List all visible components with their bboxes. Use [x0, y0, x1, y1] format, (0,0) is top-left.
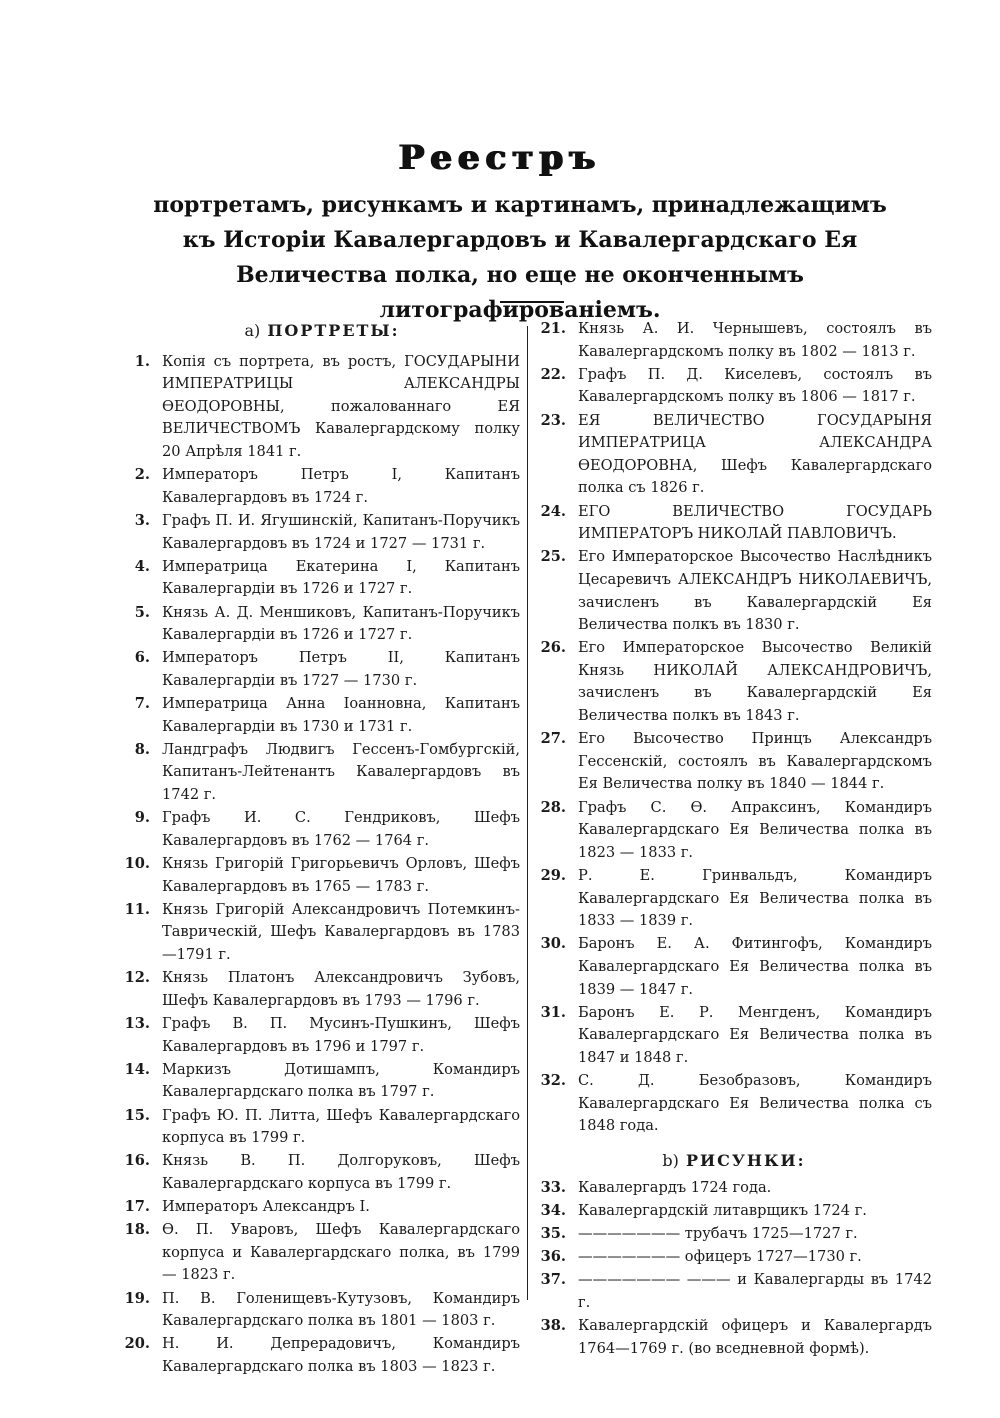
item-number: 37.: [540, 1271, 566, 1289]
list-item: [536, 865, 932, 933]
item-text: Графъ П. И. Ягушинскій, Капитанъ-Поручикъ Кавалергардовъ въ 1724 и 1727 — 1731 г.: [162, 511, 520, 552]
item-number: 4.: [134, 557, 150, 575]
item-text: Баронъ Е. А. Фитингофъ, Командиръ Кавалергардскаго Ея Величества полка въ 1839 — 1847 г.: [578, 935, 932, 998]
item-text: Кавалергардъ 1724 года.: [578, 1178, 772, 1196]
list-item: [536, 410, 932, 500]
item-number: 6.: [134, 649, 150, 667]
item-number: 14.: [124, 1060, 150, 1078]
list-item: [124, 807, 520, 852]
item-number: 29.: [540, 867, 566, 884]
list-item: [124, 693, 520, 738]
item-number: 18.: [124, 1221, 150, 1239]
item-text: Графъ И. С. Гендриковъ, Шефъ Кавалергардовъ въ 1762 — 1764 г.: [162, 809, 520, 849]
item-text: Кавалергардскій офицеръ и Кавалергардъ 1764—1769 г. (во вседневной формѣ).: [578, 1317, 932, 1357]
item-number: 35.: [540, 1224, 566, 1242]
item-number: 31.: [540, 1003, 566, 1021]
list-item: [536, 933, 932, 1001]
list-item: [124, 556, 520, 601]
list-item: [124, 899, 520, 967]
item-number: 34.: [540, 1201, 566, 1219]
list-item: [536, 1315, 932, 1360]
list-item: [124, 1288, 520, 1333]
item-text: Императоръ Александръ I.: [162, 1198, 370, 1216]
list-item: [124, 967, 520, 1012]
item-number: 38.: [540, 1317, 566, 1335]
item-number: 25.: [540, 548, 566, 566]
list-item: [124, 647, 520, 692]
item-text: Императрица Екатерина I, Капитанъ Кавалергардіи въ 1726 и 1727 г.: [162, 557, 520, 598]
item-number: 2.: [134, 466, 150, 484]
list-item: [536, 501, 932, 546]
page-subtitle: портретамъ, рисункамъ и картинамъ, принадлежащимъ къ Исторіи Кавалергардовъ и Кавалергардскаго Ея Величества полка, но еще не оконченнымъ литографированіемъ.: [153, 192, 887, 323]
item-text: Графъ Ю. П. Литта, Шефъ Кавалергардскаго корпуса въ 1799 г.: [162, 1106, 520, 1147]
item-text: ——————— офицеръ 1727—1730 г.: [578, 1248, 862, 1266]
list-item: [124, 853, 520, 898]
item-number: 9.: [134, 809, 150, 827]
item-text: Императоръ Петръ I, Капитанъ Кавалергардовъ въ 1724 г.: [162, 466, 520, 506]
section-label: ПОРТРЕТЫ:: [267, 321, 400, 340]
item-text: Ландграфъ Людвигъ Гессенъ-Гомбургскій, Капитанъ-Лейтенантъ Кавалергардовъ въ 1742 г.: [162, 740, 520, 804]
portrait-list-right: [536, 318, 932, 1138]
section-letter: a): [244, 321, 261, 340]
item-text: ——————— ——— и Кавалергарды въ 1742 г.: [578, 1271, 932, 1311]
item-number: 23.: [540, 411, 566, 429]
item-number: 12.: [124, 969, 150, 987]
list-item: [536, 1177, 932, 1200]
list-item: [124, 351, 520, 464]
list-item: [124, 1059, 520, 1104]
item-text: Князь Григорій Григорьевичъ Орловъ, Шефъ Кавалергардовъ въ 1765 — 1783 г.: [162, 855, 520, 895]
list-item: [124, 1333, 520, 1378]
list-item: [536, 1246, 932, 1269]
list-item: [124, 739, 520, 807]
list-item: [536, 1070, 932, 1138]
item-text: Его Императорское Высочество Великій Князь НИКОЛАЙ АЛЕКСАНДРОВИЧЪ, зачисленъ въ Кавалергардскій Ея Величества полкъ въ 1843 г.: [578, 639, 932, 725]
item-text: Н. И. Депрерадовичъ, Командиръ Кавалергардскаго полка въ 1803 — 1823 г.: [162, 1335, 520, 1375]
section-label: РИСУНКИ:: [686, 1150, 806, 1170]
item-text: Кавалергардскій литаврщикъ 1724 г.: [578, 1201, 867, 1219]
list-item: [124, 1219, 520, 1287]
portrait-list-left: [124, 351, 520, 1379]
list-item: [536, 1200, 932, 1223]
item-number: 17.: [124, 1198, 150, 1216]
item-text: Князь Григорій Александровичъ Потемкинъ-Таврическій, Шефъ Кавалергардовъ въ 1783—1791 г.: [162, 900, 520, 963]
item-text: Копія съ портрета, въ ростъ, ГОСУДАРЫНИ ИМПЕРАТРИЦЫ АЛЕКСАНДРЫ ѲЕОДОРОВНЫ, пожалованнаго ЕЯ ВЕЛИЧЕСТВОМЪ Кавалергардскому полку 20 Апрѣля 1841 г.: [162, 352, 520, 460]
item-number: 30.: [540, 935, 566, 953]
list-item: [536, 797, 932, 865]
item-text: Князь А. Д. Меншиковъ, Капитанъ-Поручикъ Кавалергардіи въ 1726 и 1727 г.: [162, 603, 520, 644]
item-text: Баронъ Е. Р. Менгденъ, Командиръ Кавалергардскаго Ея Величества полка въ 1847 и 1848 г.: [578, 1003, 932, 1066]
list-item: [536, 1002, 932, 1070]
item-number: 7.: [134, 695, 150, 713]
item-text: Князь А. И. Чернышевъ, состоялъ въ Кавалергардскомъ полку въ 1802 — 1813 г.: [578, 320, 932, 360]
item-text: Императрица Анна Іоанновна, Капитанъ Кавалергардіи въ 1730 и 1731 г.: [162, 695, 520, 735]
item-number: 3.: [134, 511, 150, 529]
item-number: 1.: [134, 352, 150, 370]
page-title: Реестръ: [398, 138, 602, 178]
list-item: [124, 1105, 520, 1150]
item-text: С. Д. Безобразовъ, Командиръ Кавалергардскаго Ея Величества полка съ 1848 года.: [578, 1072, 932, 1135]
item-text: Князь Платонъ Александровичъ Зубовъ, Шефъ Кавалергардовъ въ 1793 — 1796 г.: [162, 969, 520, 1009]
item-number: 16.: [124, 1152, 150, 1170]
list-item: [536, 637, 932, 727]
right-column: [536, 318, 932, 1361]
item-text: ЕГО ВЕЛИЧЕСТВО ГОСУДАРЬ ИМПЕРАТОРЪ НИКОЛАЙ ПАВЛОВИЧЪ.: [578, 502, 932, 543]
list-item: [536, 318, 932, 363]
section-heading-drawings: [536, 1150, 932, 1173]
item-text: Графъ П. Д. Киселевъ, состоялъ въ Кавалергардскомъ полку въ 1806 — 1817 г.: [578, 365, 932, 406]
list-item: [536, 1223, 932, 1246]
item-number: 20.: [124, 1335, 150, 1353]
column-divider: [527, 326, 528, 1300]
item-number: 24.: [540, 502, 566, 520]
item-text: ЕЯ ВЕЛИЧЕСТВО ГОСУДАРЫНЯ ИМПЕРАТРИЦА АЛЕКСАНДРА ѲЕОДОРОВНА, Шефъ Кавалергардскаго полка съ 1826 г.: [578, 411, 932, 497]
item-number: 26.: [540, 639, 566, 657]
item-number: 5.: [134, 603, 150, 621]
item-number: 13.: [124, 1014, 150, 1032]
item-text: Графъ В. П. Мусинъ-Пушкинъ, Шефъ Кавалергардовъ въ 1796 и 1797 г.: [162, 1014, 520, 1055]
item-number: 19.: [124, 1289, 150, 1307]
item-text: П. В. Голенищевъ-Кутузовъ, Командиръ Кавалергардскаго полка въ 1801 — 1803 г.: [162, 1289, 520, 1330]
item-text: Его Высочество Принцъ Александръ Гессенскій, состоялъ въ Кавалергардскомъ Ея Величества полку въ 1840 — 1844 г.: [578, 730, 932, 793]
item-number: 28.: [540, 798, 566, 816]
item-text: Р. Е. Гринвальдъ, Командиръ Кавалергардскаго Ея Величества полка въ 1833 — 1839 г.: [578, 867, 932, 930]
list-item: [124, 1196, 520, 1219]
item-text: Маркизъ Дотишампъ, Командиръ Кавалергардскаго полка въ 1797 г.: [162, 1060, 520, 1101]
list-item: [536, 364, 932, 409]
list-item: [124, 602, 520, 647]
item-text: Императоръ Петръ II, Капитанъ Кавалергардіи въ 1727 — 1730 г.: [162, 649, 520, 689]
item-text: Ѳ. П. Уваровъ, Шефъ Кавалергардскаго корпуса и Кавалергардскаго полка, въ 1799 — 1823 г.: [162, 1221, 520, 1284]
item-number: 32.: [540, 1072, 566, 1090]
item-number: 36.: [540, 1248, 566, 1266]
item-number: 10.: [124, 855, 150, 872]
item-number: 8.: [134, 740, 150, 758]
item-number: 15.: [124, 1106, 150, 1124]
item-text: ——————— трубачъ 1725—1727 г.: [578, 1224, 858, 1242]
list-item: [124, 464, 520, 509]
item-text: Графъ С. Ѳ. Апраксинъ, Командиръ Кавалергардскаго Ея Величества полка въ 1823 — 1833 г.: [578, 798, 932, 861]
section-letter: b): [662, 1150, 679, 1170]
list-item: [124, 1150, 520, 1195]
item-number: 22.: [540, 365, 566, 383]
item-number: 33.: [540, 1178, 566, 1196]
left-column: [124, 318, 520, 1379]
item-text: Князь В. П. Долгоруковъ, Шефъ Кавалергардскаго корпуса въ 1799 г.: [162, 1152, 520, 1192]
item-text: Его Императорское Высочество Наслѣдникъ Цесаревичъ АЛЕКСАНДРЪ НИКОЛАЕВИЧЪ, зачисленъ въ Кавалергардскій Ея Величества полкъ въ 1830 г.: [578, 548, 932, 634]
list-item: [536, 546, 932, 636]
list-item: [536, 1269, 932, 1314]
title-divider: [500, 301, 564, 303]
item-number: 27.: [540, 730, 566, 748]
item-number: 21.: [540, 320, 566, 337]
drawing-list: [536, 1177, 932, 1361]
list-item: [536, 728, 932, 796]
list-item: [124, 510, 520, 555]
section-heading-portraits: [124, 320, 520, 343]
list-item: [124, 1013, 520, 1058]
item-number: 11.: [124, 900, 150, 918]
